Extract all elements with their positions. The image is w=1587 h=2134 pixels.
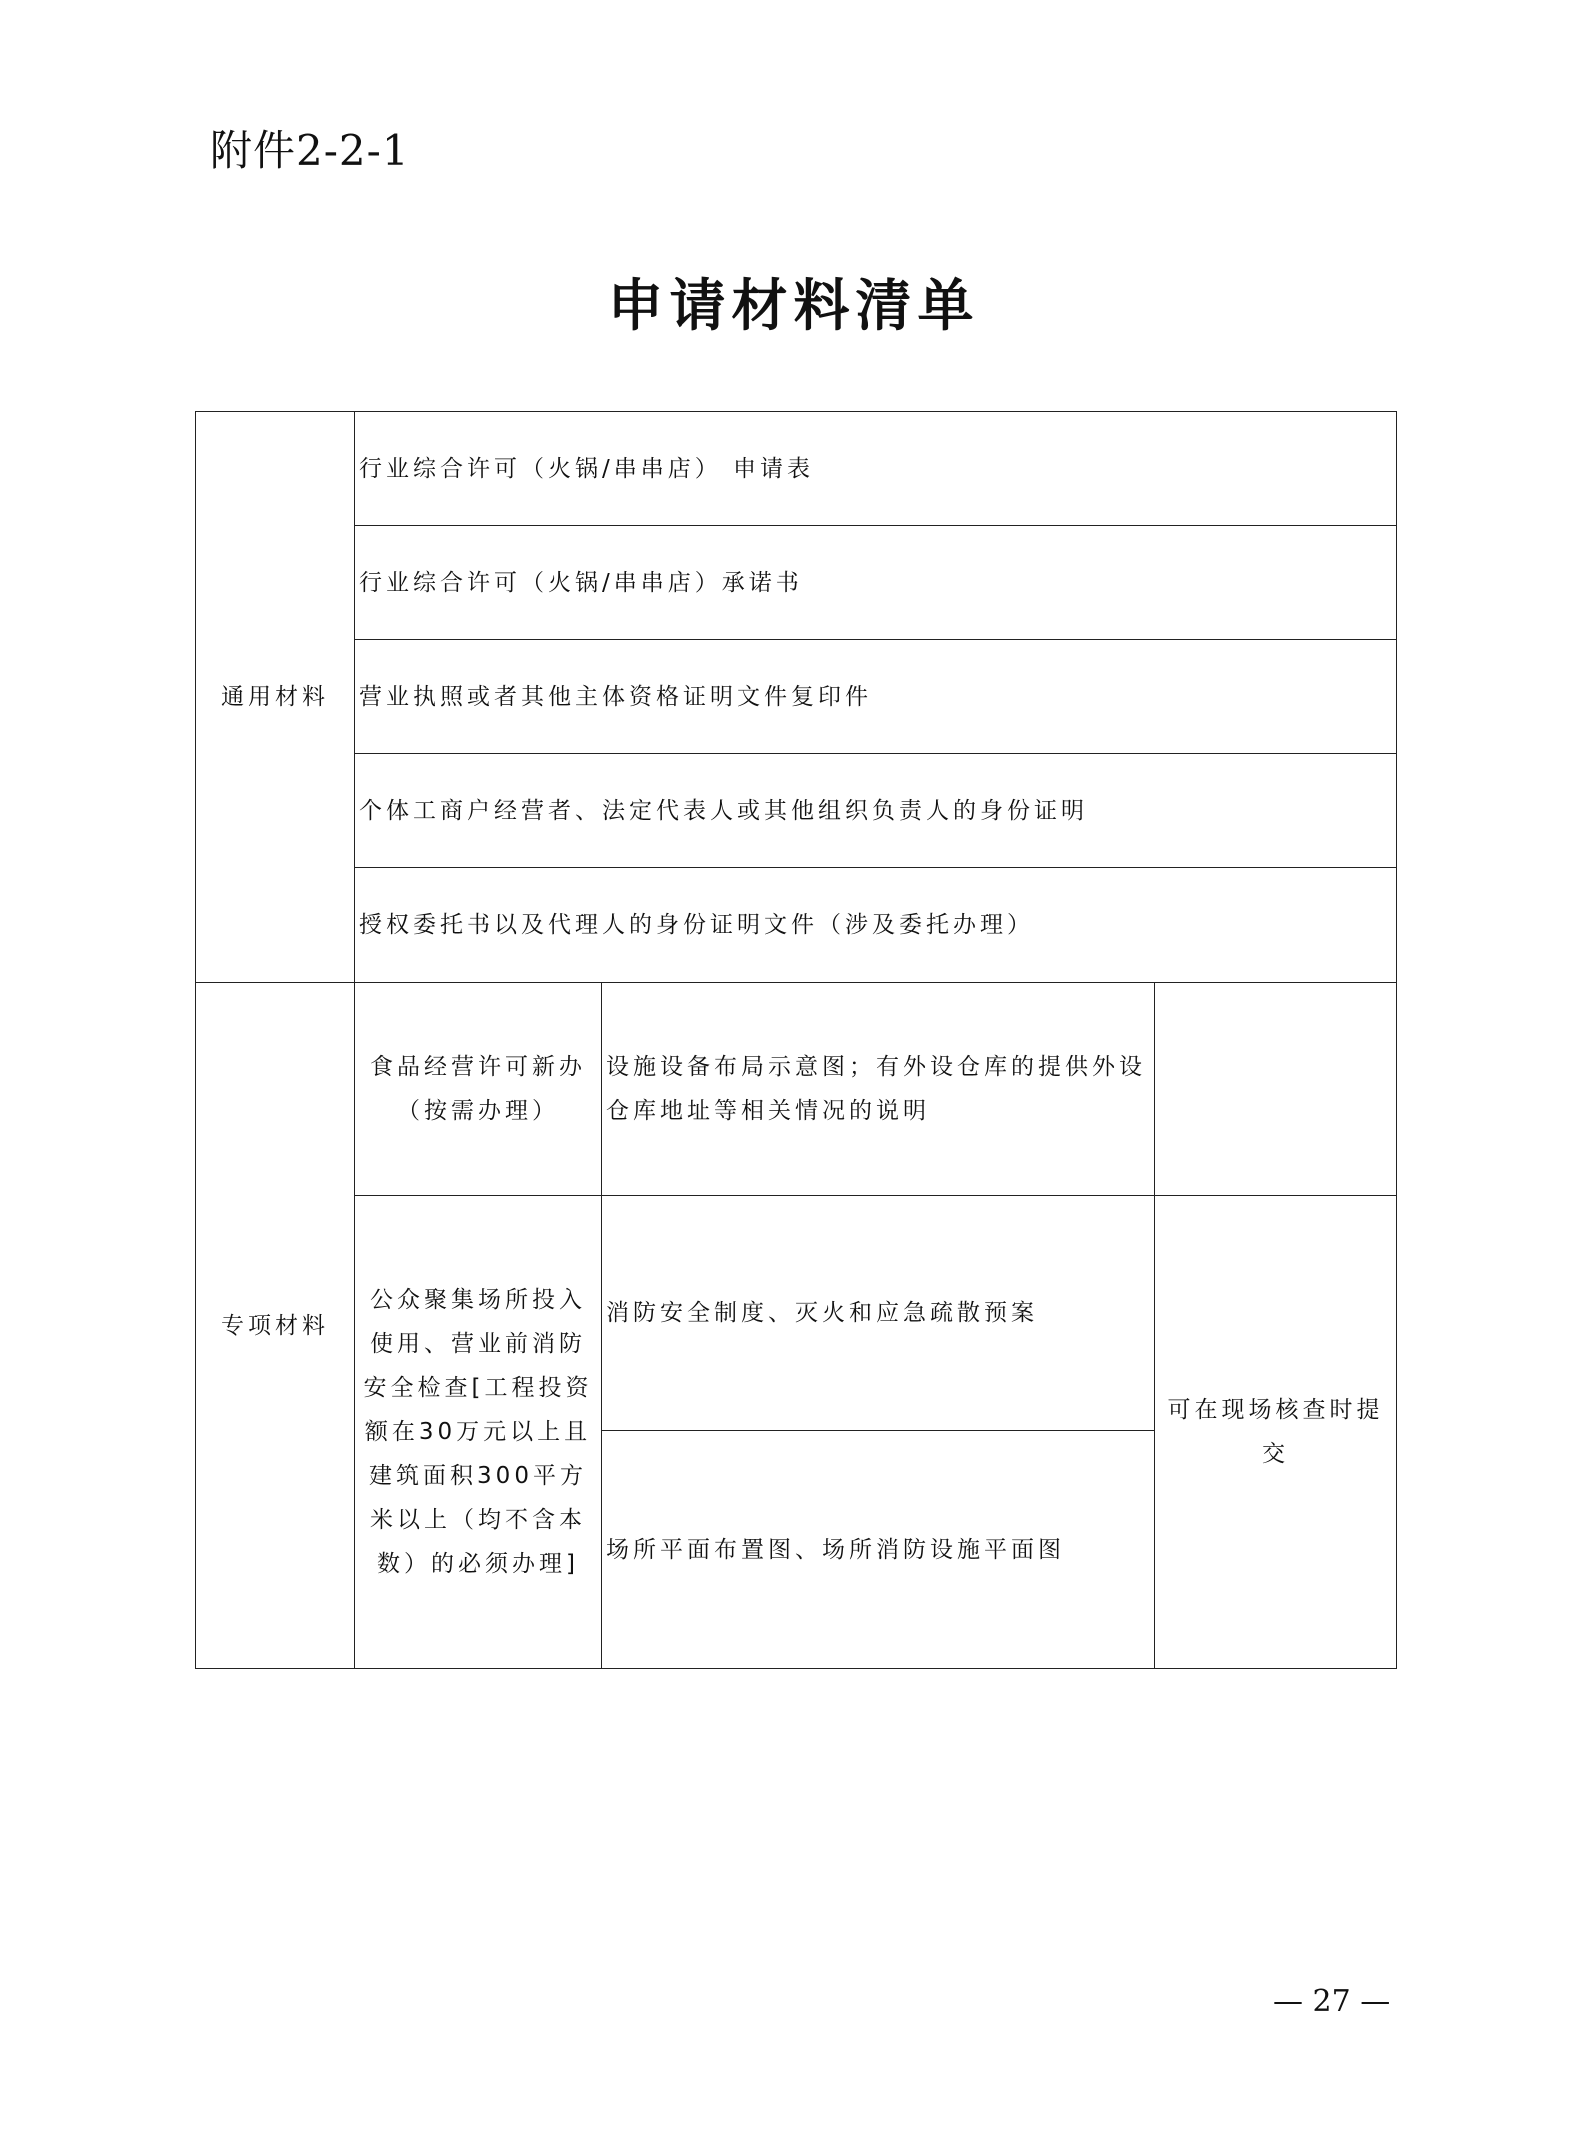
general-item-4: 个体工商户经营者、法定代表人或其他组织负责人的身份证明: [355, 754, 1397, 868]
attachment-label: 附件2-2-1: [210, 126, 410, 175]
food-license-note: [1155, 983, 1397, 1196]
materials-table: [195, 411, 1397, 1669]
food-license-material: 设施设备布局示意图；有外设仓库的提供外设仓库地址等相关情况的说明: [602, 983, 1155, 1196]
general-item-3: 营业执照或者其他主体资格证明文件复印件: [355, 640, 1397, 754]
fire-inspection-material-2: 场所平面布置图、场所消防设施平面图: [602, 1431, 1155, 1669]
document-title: 申请材料清单: [607, 274, 980, 339]
page-number: — 27 —: [1273, 1984, 1391, 2019]
food-license-name: 食品经营许可新办（按需办理）: [355, 983, 602, 1196]
table-row: [196, 412, 1397, 526]
general-item-1: 行业综合许可（火锅/串串店） 申请表: [355, 412, 1397, 526]
fire-inspection-name: 公众聚集场所投入使用、营业前消防安全检查[工程投资额在30万元以上且建筑面积300平方米以上（均不含本数）的必须办理]: [355, 1196, 602, 1669]
general-category-cell: 通用材料: [196, 412, 355, 983]
table-row: [196, 1196, 1397, 1431]
fire-inspection-material-1: 消防安全制度、灭火和应急疏散预案: [602, 1196, 1155, 1431]
fire-inspection-note: 可在现场核查时提交: [1155, 1196, 1397, 1669]
table-row: [196, 983, 1397, 1196]
table-row: [196, 640, 1397, 754]
table-row: [196, 868, 1397, 983]
general-item-5: 授权委托书以及代理人的身份证明文件（涉及委托办理）: [355, 868, 1397, 983]
table-row: [196, 526, 1397, 640]
general-item-2: 行业综合许可（火锅/串串店）承诺书: [355, 526, 1397, 640]
table-row: [196, 754, 1397, 868]
special-category-cell: 专项材料: [196, 983, 355, 1669]
